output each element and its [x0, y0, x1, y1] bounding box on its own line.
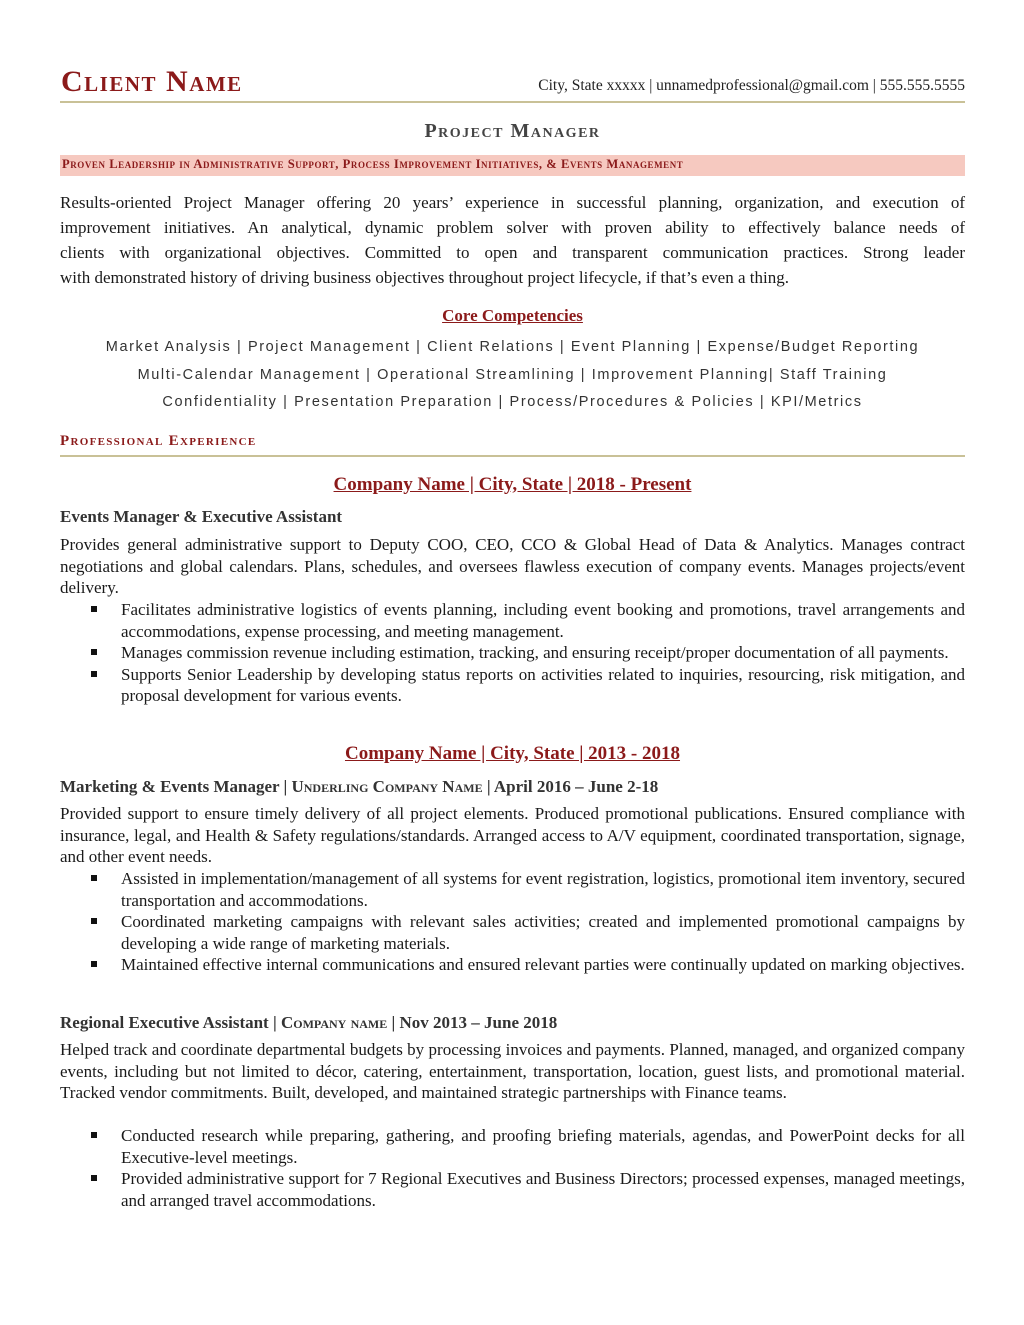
- list-item: Manages commission revenue including estimation, tracking, and ensuring receipt/proper documentation of all payments.: [60, 642, 965, 664]
- summary-line: Results-oriented Project Manager offering 20 years’ experience in successful planning, organization, and execution of: [60, 193, 965, 212]
- experience-heading: Professional Experience: [60, 433, 257, 449]
- job-role: [60, 777, 658, 797]
- job-bullets: [60, 1125, 965, 1211]
- client-name: Client Name: [61, 65, 243, 98]
- list-item: Maintained effective internal communications and ensured relevant parties were continually updated on marking objectives.: [60, 954, 965, 976]
- role-dates: | April 2016 – June 2-18: [482, 777, 659, 796]
- role-dates: | Nov 2013 – June 2018: [387, 1013, 558, 1032]
- company-heading: Company Name | City, State | 2013 - 2018: [344, 743, 681, 764]
- core-competencies-heading: Core Competencies: [442, 306, 583, 325]
- job-description: Provided support to ensure timely delivery of all project elements. Produced promotional publications. Ensured compliance with insurance, legal, and Health & Safety regulations/standards. Arranged access to A/V equipment, coordinated transportation, signage, and other event needs.: [60, 804, 965, 866]
- list-item: Assisted in implementation/management of all systems for event registration, logistics, promotional item inventory, secured transportation and accommodations.: [60, 868, 965, 911]
- job-title: Project Manager: [424, 120, 601, 142]
- list-item: Coordinated marketing campaigns with relevant sales activities; created and implemented promotional campaigns by developing a wide range of marketing materials.: [60, 911, 965, 954]
- list-item: Supports Senior Leadership by developing status reports on activities related to inquiries, resourcing, risk mitigation, and proposal development for various events.: [60, 664, 965, 707]
- job-bullets: [60, 868, 965, 976]
- competency-line: Multi-Calendar Management | Operational Streamlining | Improvement Planning| Staff Training: [137, 367, 888, 383]
- company-heading: Company Name | City, State | 2018 - Present: [333, 474, 692, 495]
- resume-header: [60, 64, 965, 104]
- list-item: Conducted research while preparing, gathering, and proofing briefing materials, agendas, and PowerPoint decks for all Executive-level meetings.: [60, 1125, 965, 1168]
- headline-text: Proven Leadership in Administrative Support, Process Improvement Initiatives, & Events Management: [62, 157, 684, 171]
- job-role: [60, 1013, 557, 1033]
- role-title: Regional Executive Assistant |: [60, 1013, 281, 1032]
- headline-banner: [60, 155, 965, 176]
- competency-line: Confidentiality | Presentation Preparation | Process/Procedures & Policies | KPI/Metrics: [162, 394, 863, 410]
- list-item: Facilitates administrative logistics of events planning, including event booking and promotions, travel arrangements and accommodations, expense processing, and meeting management.: [60, 599, 965, 642]
- summary-line: improvement initiatives. An analytical, dynamic problem solver with proven ability to effectively balance needs of: [60, 218, 965, 237]
- list-item: Provided administrative support for 7 Regional Executives and Business Directors; processed expenses, managed meetings, and arranged travel accommodations.: [60, 1168, 965, 1211]
- job-role: Events Manager & Executive Assistant: [60, 507, 343, 526]
- role-company: Company name: [280, 1013, 388, 1032]
- role-title: Marketing & Events Manager |: [60, 777, 292, 796]
- header-divider: [60, 101, 965, 103]
- job-description: Provides general administrative support to Deputy COO, CEO, CCO & Global Head of Data & Analytics. Manages contract negotiations and global calendars. Plans, schedules, and oversees flawless execution of company events. Manages projects/event delivery.: [60, 535, 965, 597]
- contact-info: City, State xxxxx | unnamedprofessional@gmail.com | 555.555.5555: [538, 77, 965, 94]
- job-bullets: [60, 599, 965, 707]
- role-company: Underling Company Name: [291, 777, 483, 796]
- summary-paragraph: [60, 190, 965, 290]
- job-description: Helped track and coordinate departmental budgets by processing invoices and payments. Planned, managed, and organized company events, including but not limited to décor, catering, entertainment, transportation, location, guest lists, and promotional material. Tracked vendor commitments. Built, developed, and maintained strategic partnerships with Finance teams.: [60, 1040, 965, 1102]
- competency-line: Market Analysis | Project Management | Client Relations | Event Planning | Expense/Budget Reporting: [105, 339, 920, 355]
- summary-line: clients with organizational objectives. Committed to open and transparent communication practices. Strong leader: [60, 243, 965, 262]
- summary-line: with demonstrated history of driving business objectives throughout project lifecycle, if that’s even a thing.: [60, 268, 789, 287]
- experience-divider: [60, 455, 965, 457]
